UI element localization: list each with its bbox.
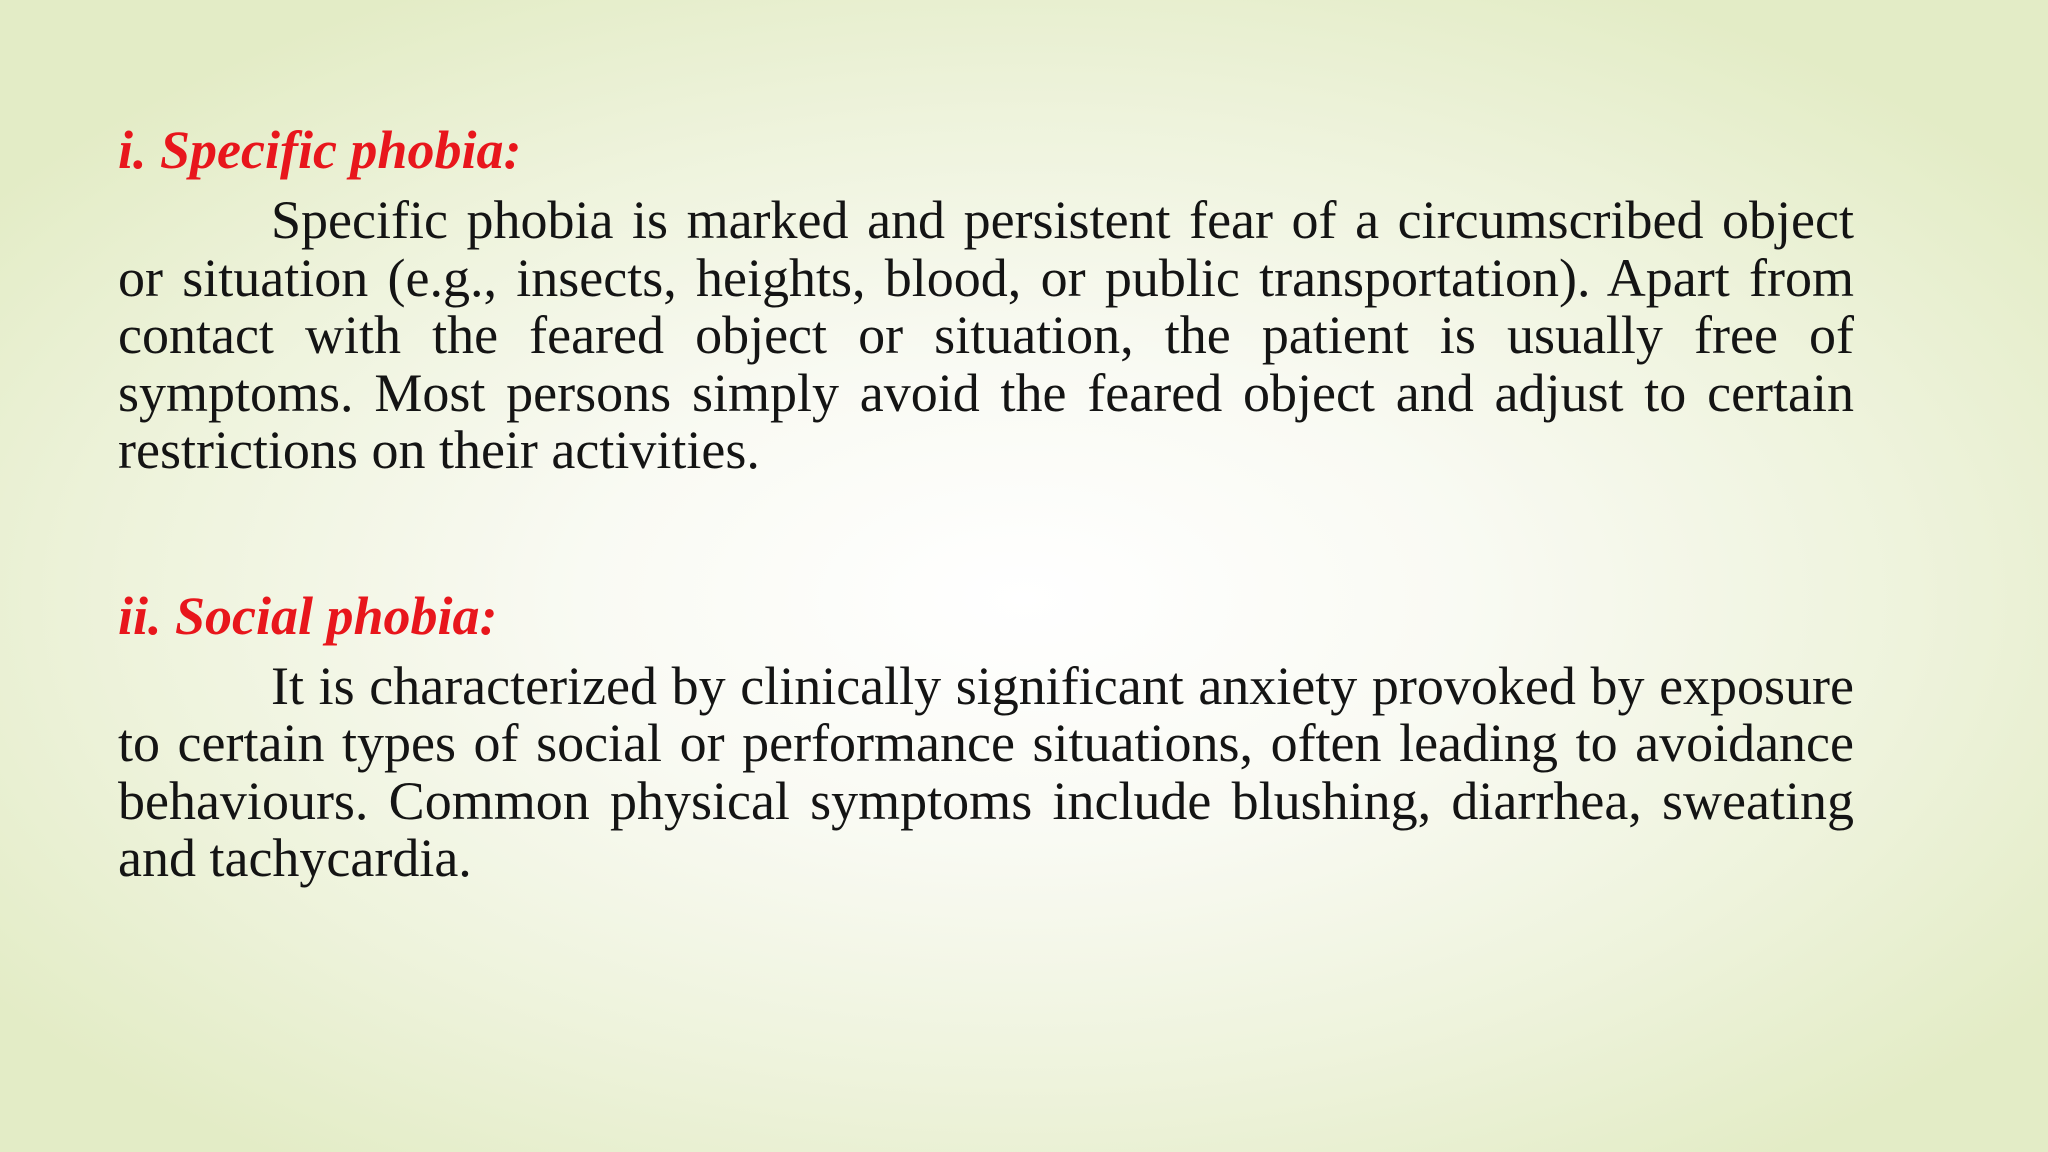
- specific-phobia-heading: i. Specific phobia:: [118, 120, 522, 180]
- specific-phobia-paragraph: Specific phobia is marked and persistent fear of a circumscribed object or situation (e.g., insects, heights, blood, or public transportation). Apart from contact with the feared object or situation, the patient is usually free of symptoms. Most persons simply avoid the feared object and adjust to certain restrictions on their activities.: [118, 190, 1854, 480]
- section-specific-phobia: [118, 118, 1854, 480]
- slide-content: [118, 118, 1854, 888]
- social-phobia-heading: ii. Social phobia:: [118, 585, 498, 646]
- section-social-phobia: [118, 584, 1854, 888]
- social-phobia-paragraph: It is characterized by clinically significant anxiety provoked by exposure to certain types of social or performance situations, often leading to avoidance behaviours. Common physical symptoms include blushing, diarrhea, sweating and tachycardia.: [118, 655, 1854, 888]
